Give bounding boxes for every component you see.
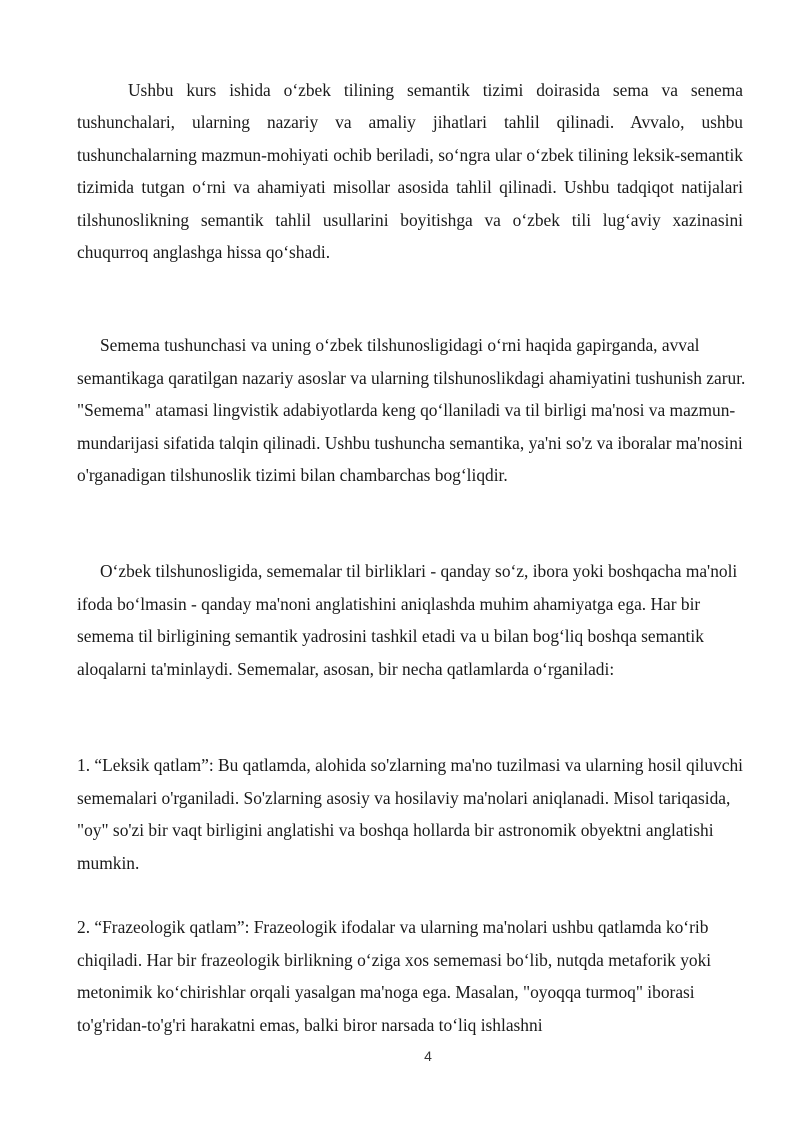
semema-concept-paragraph: Semema tushunchasi va uning o‘zbek tilshunosligidagi o‘rni haqida gapirganda, avval semantikaga qaratilgan nazariy asoslar va ularning tilshunoslikdagi ahamiyatini tushunish zarur. "Semema" atamasi lingvistik adabiyotlarda keng qo‘llaniladi va til birligi ma'nosi va mazmun-mundarijasi sifatida talqin qilinadi. Ushbu tushuncha semantika, ya'ni so'z va iboralar ma'nosini o'rganadigan tilshunoslik tizimi bilan chambarchas bog‘liqdir. xyxy=(77,335,746,486)
intro-paragraph: Ushbu kurs ishida o‘zbek tilining semantik tizimi doirasida sema va senema tushunchalari, ularning nazariy va amaliy jihatlari tahlil qilinadi. Avvalo, ushbu tushunchalarning mazmun-mohiyati ochib beriladi, so‘ngra ular o‘zbek tilining leksik-semantik tizimida tutgan o‘rni va ahamiyati misollar asosida tahlil qilinadi. Ushbu tadqiqot natijalari tilshunoslikning semantik tahlil usullarini boyitishga va o‘zbek tili lug‘aviy xazinasini chuqurroq anglashga hissa qo‘shadi. xyxy=(77,80,743,263)
phraseological-layer-paragraph: 2. “Frazeologik qatlam”: Frazeologik ifodalar va ularning ma'nolari ushbu qatlamda ko‘rib chiqiladi. Har bir frazeologik birlikning o‘ziga xos sememasi bo‘lib, nutqda metaforik yoki metonimik ko‘chirishlar orqali yasalgan ma'noga ega. Masalan, "oyoqqa turmoq" iborasi to'g'ridan-to'g'ri harakatni emas, balki biror narsada to‘liq ishlashni xyxy=(77,917,712,1035)
page-number: 4 xyxy=(424,1048,432,1064)
lexical-layer-paragraph: 1. “Leksik qatlam”: Bu qatlamda, alohida so'zlarning ma'no tuzilmasi va ularning hosil qiluvchi sememalari o'rganiladi. So'zlarning asosiy va hosilaviy ma'nolari aniqlanadi. Misol tariqasida, "oy" so'zi bir vaqt birligini anglatishi va boshqa hollarda bir astronomik obyektni anglatishi mumkin. xyxy=(77,755,743,873)
uzbek-linguistics-paragraph: O‘zbek tilshunosligida, sememalar til birliklari - qanday so‘z, ibora yoki boshqacha ma'noli ifoda bo‘lmasin - qanday ma'noni anglatishini aniqlashda muhim ahamiyatga ega. Har bir semema til birligining semantik yadrosini tashkil etadi va u bilan bog‘liq boshqa semantik aloqalarni ta'minlaydi. Sememalar, asosan, bir necha qatlamlarda o‘rganiladi: xyxy=(77,561,738,679)
